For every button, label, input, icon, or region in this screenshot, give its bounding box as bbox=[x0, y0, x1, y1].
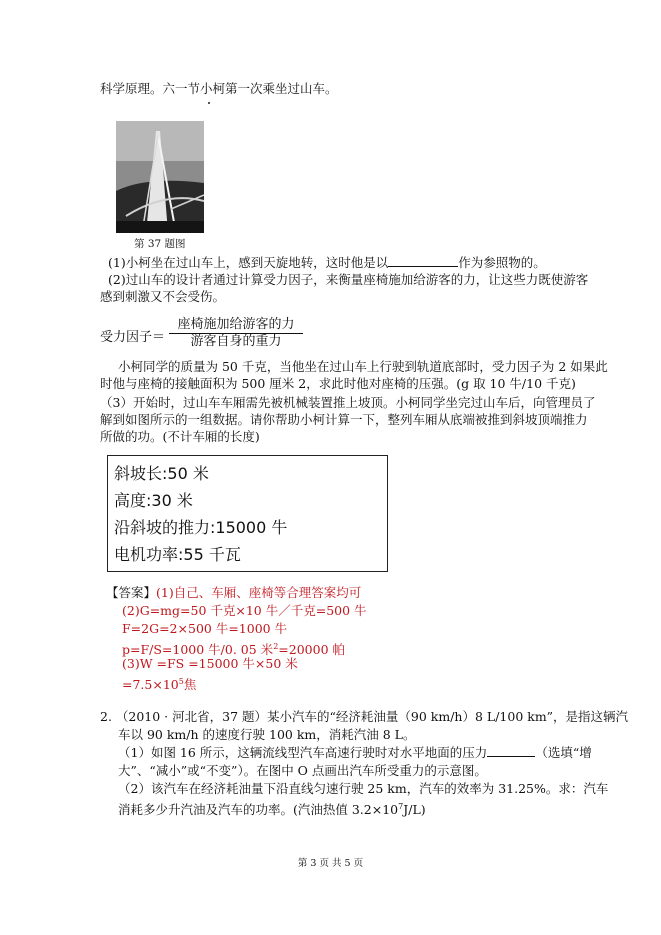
stray-dot bbox=[208, 102, 210, 104]
paragraph-2-line-2: 时他与座椅的接触面积为 500 厘米 2，求此时他对座椅的压强。(g 取 10 牛/10 千克) bbox=[100, 376, 576, 391]
page-footer: 第 3 页 共 5 页 bbox=[297, 858, 364, 869]
answer-line-4-pre: p=F/S=1000 牛/0. 05 米 bbox=[122, 642, 274, 657]
problem-2-sub-2-post: J/L) bbox=[403, 802, 426, 817]
problem-2-sub-1-pre: （1）如图 16 所示，这辆流线型汽车高速行驶时对水平地面的压力 bbox=[118, 745, 488, 760]
answer-line-5: (3)W =FS =15000 牛×50 米 bbox=[122, 656, 298, 671]
question-1 bbox=[108, 254, 546, 271]
problem-2-sub-2-pre: 消耗多少升汽油及汽车的功率。(汽油热值 3.2×10 bbox=[118, 802, 399, 817]
data-row-slope-length: 斜坡长:50 米 bbox=[114, 464, 209, 483]
question-1-after: 作为参照物的。 bbox=[458, 255, 546, 270]
problem-2-header: 2. （2010 · 河北省，37 题）某小汽车的“经济耗油量（90 km/h）8 L/100 km”，是指这辆汽 bbox=[100, 709, 629, 724]
question-3-line-1: （3）开始时，过山车车厢需先被机械装置推上坡顶。小柯同学坐完过山车后，向管理员了 bbox=[100, 395, 596, 410]
roller-coaster-image bbox=[116, 121, 204, 233]
formula-lhs: 受力因子＝ bbox=[100, 330, 166, 345]
problem-2-header-line-2: 车以 90 km/h 的速度行驶 100 km，消耗汽油 8 L。 bbox=[118, 727, 416, 742]
answer-blank-2 bbox=[487, 745, 535, 757]
question-1-before: (1)小柯坐在过山车上，感到天旋地转，这时他是以 bbox=[108, 255, 389, 270]
problem-2-sub-1-post: （选填“增 bbox=[535, 745, 592, 760]
roller-coaster-photo bbox=[116, 121, 204, 233]
data-row-height: 高度:30 米 bbox=[114, 491, 193, 510]
question-2-line-2: 感到刺激又不会受伤。 bbox=[100, 289, 226, 304]
answer-line-1 bbox=[106, 584, 361, 601]
answer-line-3: F=2G=2×500 牛=1000 牛 bbox=[122, 621, 288, 636]
answer-line-6-sup: 5 bbox=[178, 677, 184, 686]
question-2-line-1: (2)过山车的设计者通过计算受力因子，来衡量座椅施加给游客的力，让这些力既使游客 bbox=[108, 272, 589, 287]
data-row-motor-power: 电机功率:55 千瓦 bbox=[114, 545, 241, 564]
answer-line-2: (2)G=mg=50 千克×10 牛／千克=500 牛 bbox=[122, 603, 367, 618]
problem-2-sub-2-sup: 7 bbox=[398, 802, 404, 811]
figure-caption: 第 37 题图 bbox=[134, 238, 186, 250]
problem-2-sub-1 bbox=[118, 744, 592, 761]
data-box bbox=[107, 455, 388, 572]
question-3-line-2: 解到如图所示的一组数据。请你帮助小柯计算一下，整列车厢从底端被推到斜坡顶端推力 bbox=[100, 412, 588, 427]
formula-numerator: 座椅施加给游客的力 bbox=[169, 317, 303, 334]
answer-blank-1 bbox=[388, 255, 458, 267]
question-3-line-3: 所做的功。(不计车厢的长度) bbox=[100, 429, 260, 444]
problem-2-sub-2-line-1: （2）该汽车在经济耗油量下沿直线匀速行驶 25 km，汽车的效率为 31.25%。求：汽车 bbox=[118, 781, 609, 796]
formula-denominator: 游客自身的重力 bbox=[190, 334, 282, 349]
intro-line: 科学原理。六一节小柯第一次乘坐过山车。 bbox=[100, 81, 338, 96]
answer-line-4-post: =20000 帕 bbox=[278, 642, 345, 657]
data-row-push-force: 沿斜坡的推力:15000 牛 bbox=[114, 518, 288, 537]
answer-line-6-post: 焦 bbox=[183, 677, 197, 692]
answer-line-6 bbox=[122, 673, 196, 693]
answer-label: 【答案】 bbox=[106, 585, 157, 600]
answer-line-4-sup: 2 bbox=[273, 642, 279, 651]
formula-fraction bbox=[169, 317, 303, 349]
answer-part-1: (1)自己、车厢、座椅等合理答案均可 bbox=[156, 585, 362, 600]
problem-2-sub-2-line-2 bbox=[118, 798, 426, 818]
problem-2-sub-1-line-2: 大”、“减小”或“不变”）。在图中 O 点画出汽车所受重力的示意图。 bbox=[118, 763, 487, 778]
answer-line-6-pre: =7.5×10 bbox=[122, 677, 179, 692]
paragraph-2-line-1: 小柯同学的质量为 50 千克，当他坐在过山车上行驶到轨道底部时，受力因子为 2 如果此 bbox=[118, 359, 608, 374]
